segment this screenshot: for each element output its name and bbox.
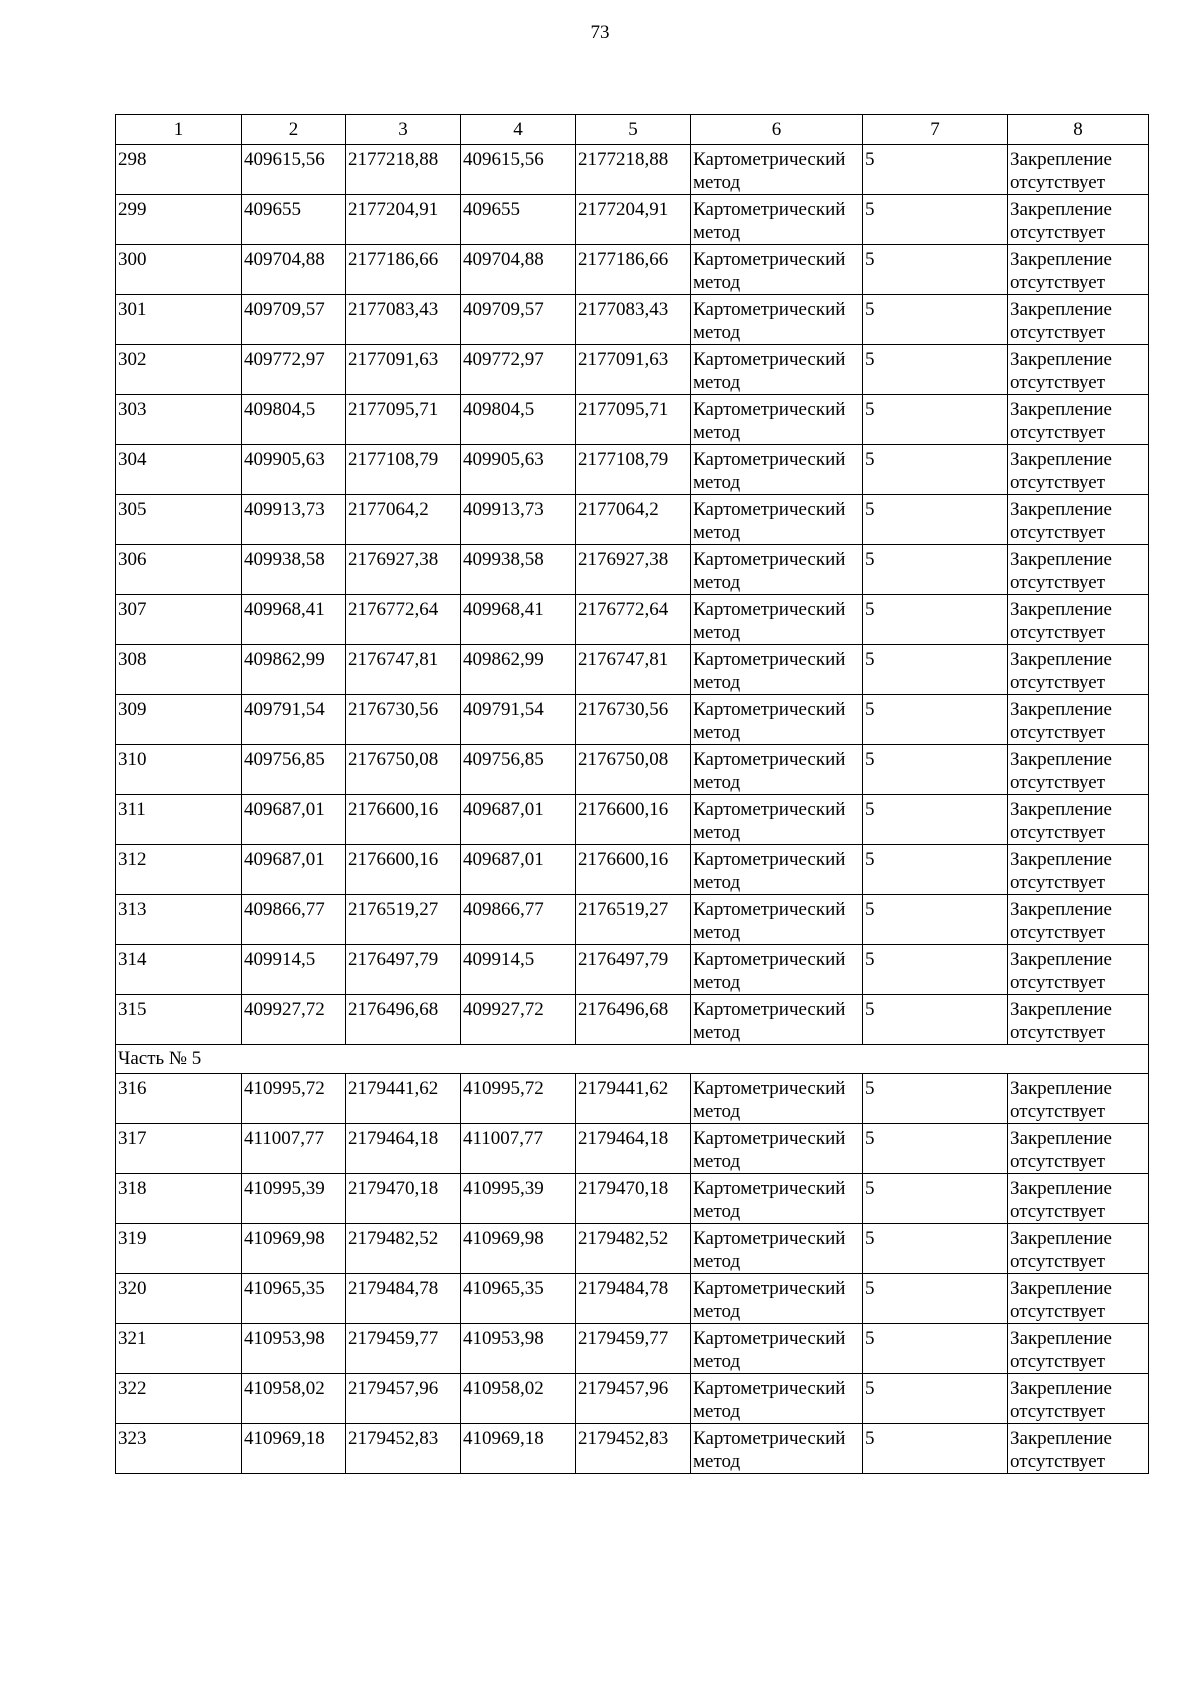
cell-fixation: Закрепление отсутствует (1008, 195, 1149, 245)
cell-x-existing: 410958,02 (242, 1374, 346, 1424)
cell-accuracy: 5 (863, 1124, 1008, 1174)
cell-y-existing: 2179441,62 (346, 1074, 461, 1124)
cell-x-specified: 410995,72 (461, 1074, 576, 1124)
cell-y-existing: 2176730,56 (346, 695, 461, 745)
cell-y-existing: 2176927,38 (346, 545, 461, 595)
cell-y-existing: 2177095,71 (346, 395, 461, 445)
cell-x-existing: 409704,88 (242, 245, 346, 295)
cell-accuracy: 5 (863, 145, 1008, 195)
cell-method: Картометрический метод (691, 1374, 863, 1424)
table-row (116, 445, 1149, 495)
table-row (116, 645, 1149, 695)
cell-fixation: Закрепление отсутствует (1008, 1174, 1149, 1224)
column-header: 4 (461, 115, 576, 145)
cell-method: Картометрический метод (691, 945, 863, 995)
cell-x-specified: 410969,18 (461, 1424, 576, 1474)
cell-x-existing: 409938,58 (242, 545, 346, 595)
cell-y-specified: 2179459,77 (576, 1324, 691, 1374)
cell-accuracy: 5 (863, 1324, 1008, 1374)
cell-fixation: Закрепление отсутствует (1008, 1324, 1149, 1374)
cell-method: Картометрический метод (691, 495, 863, 545)
cell-fixation: Закрепление отсутствует (1008, 245, 1149, 295)
cell-y-specified: 2179484,78 (576, 1274, 691, 1324)
cell-fixation: Закрепление отсутствует (1008, 345, 1149, 395)
cell-y-specified: 2177064,2 (576, 495, 691, 545)
cell-x-specified: 409866,77 (461, 895, 576, 945)
table-header-row (116, 115, 1149, 145)
table-row (116, 1124, 1149, 1174)
cell-y-specified: 2177218,88 (576, 145, 691, 195)
cell-fixation: Закрепление отсутствует (1008, 895, 1149, 945)
cell-y-existing: 2176519,27 (346, 895, 461, 945)
cell-point-number: 310 (116, 745, 242, 795)
cell-point-number: 309 (116, 695, 242, 745)
cell-y-specified: 2176600,16 (576, 795, 691, 845)
cell-point-number: 315 (116, 995, 242, 1045)
cell-accuracy: 5 (863, 1374, 1008, 1424)
cell-point-number: 298 (116, 145, 242, 195)
cell-fixation: Закрепление отсутствует (1008, 1374, 1149, 1424)
table-row (116, 495, 1149, 545)
cell-accuracy: 5 (863, 1074, 1008, 1124)
cell-fixation: Закрепление отсутствует (1008, 745, 1149, 795)
cell-fixation: Закрепление отсутствует (1008, 695, 1149, 745)
cell-point-number: 303 (116, 395, 242, 445)
cell-point-number: 312 (116, 845, 242, 895)
cell-y-specified: 2176747,81 (576, 645, 691, 695)
cell-method: Картометрический метод (691, 1174, 863, 1224)
cell-method: Картометрический метод (691, 1324, 863, 1374)
cell-y-existing: 2177091,63 (346, 345, 461, 395)
cell-method: Картометрический метод (691, 245, 863, 295)
cell-accuracy: 5 (863, 495, 1008, 545)
table-row (116, 545, 1149, 595)
cell-x-existing: 409968,41 (242, 595, 346, 645)
cell-accuracy: 5 (863, 1274, 1008, 1324)
cell-y-specified: 2179441,62 (576, 1074, 691, 1124)
section-divider (116, 1045, 1149, 1074)
cell-y-specified: 2179452,83 (576, 1424, 691, 1474)
cell-x-existing: 409862,99 (242, 645, 346, 695)
table-row (116, 145, 1149, 195)
cell-x-existing: 409914,5 (242, 945, 346, 995)
cell-y-specified: 2177108,79 (576, 445, 691, 495)
cell-accuracy: 5 (863, 1424, 1008, 1474)
cell-x-existing: 410965,35 (242, 1274, 346, 1324)
cell-x-existing: 410995,72 (242, 1074, 346, 1124)
cell-x-specified: 409687,01 (461, 845, 576, 895)
cell-method: Картометрический метод (691, 595, 863, 645)
cell-accuracy: 5 (863, 995, 1008, 1045)
cell-x-existing: 409709,57 (242, 295, 346, 345)
cell-point-number: 302 (116, 345, 242, 395)
cell-method: Картометрический метод (691, 295, 863, 345)
cell-y-specified: 2176730,56 (576, 695, 691, 745)
cell-accuracy: 5 (863, 445, 1008, 495)
cell-fixation: Закрепление отсутствует (1008, 145, 1149, 195)
cell-fixation: Закрепление отсутствует (1008, 295, 1149, 345)
cell-fixation: Закрепление отсутствует (1008, 945, 1149, 995)
cell-point-number: 307 (116, 595, 242, 645)
cell-y-existing: 2176496,68 (346, 995, 461, 1045)
cell-fixation: Закрепление отсутствует (1008, 1124, 1149, 1174)
table-row (116, 1224, 1149, 1274)
cell-x-specified: 409704,88 (461, 245, 576, 295)
cell-y-specified: 2176497,79 (576, 945, 691, 995)
cell-fixation: Закрепление отсутствует (1008, 795, 1149, 845)
cell-x-specified: 410969,98 (461, 1224, 576, 1274)
cell-x-existing: 409655 (242, 195, 346, 245)
cell-y-existing: 2179464,18 (346, 1124, 461, 1174)
table-row (116, 1174, 1149, 1224)
cell-method: Картометрический метод (691, 695, 863, 745)
column-header: 3 (346, 115, 461, 145)
cell-y-existing: 2179452,83 (346, 1424, 461, 1474)
table-row (116, 1274, 1149, 1324)
table-row (116, 745, 1149, 795)
column-header: 2 (242, 115, 346, 145)
cell-method: Картометрический метод (691, 645, 863, 695)
cell-accuracy: 5 (863, 795, 1008, 845)
cell-point-number: 314 (116, 945, 242, 995)
cell-y-existing: 2177108,79 (346, 445, 461, 495)
cell-y-existing: 2179484,78 (346, 1274, 461, 1324)
cell-y-specified: 2176600,16 (576, 845, 691, 895)
table-row (116, 795, 1149, 845)
cell-x-specified: 409804,5 (461, 395, 576, 445)
cell-accuracy: 5 (863, 645, 1008, 695)
cell-fixation: Закрепление отсутствует (1008, 995, 1149, 1045)
table-row (116, 945, 1149, 995)
cell-y-specified: 2179470,18 (576, 1174, 691, 1224)
cell-fixation: Закрепление отсутствует (1008, 1274, 1149, 1324)
cell-x-existing: 409756,85 (242, 745, 346, 795)
cell-y-existing: 2179459,77 (346, 1324, 461, 1374)
table-row (116, 695, 1149, 745)
cell-fixation: Закрепление отсутствует (1008, 595, 1149, 645)
cell-accuracy: 5 (863, 895, 1008, 945)
cell-x-specified: 409791,54 (461, 695, 576, 745)
cell-fixation: Закрепление отсутствует (1008, 445, 1149, 495)
table-row (116, 345, 1149, 395)
cell-fixation: Закрепление отсутствует (1008, 1074, 1149, 1124)
cell-x-existing: 410953,98 (242, 1324, 346, 1374)
cell-y-specified: 2176750,08 (576, 745, 691, 795)
cell-point-number: 308 (116, 645, 242, 695)
cell-y-existing: 2176747,81 (346, 645, 461, 695)
cell-y-existing: 2177218,88 (346, 145, 461, 195)
cell-point-number: 323 (116, 1424, 242, 1474)
cell-y-existing: 2176772,64 (346, 595, 461, 645)
table-row (116, 395, 1149, 445)
cell-x-existing: 409866,77 (242, 895, 346, 945)
cell-x-existing: 409687,01 (242, 845, 346, 895)
cell-x-specified: 410958,02 (461, 1374, 576, 1424)
cell-y-existing: 2176750,08 (346, 745, 461, 795)
cell-method: Картометрический метод (691, 995, 863, 1045)
cell-x-specified: 410953,98 (461, 1324, 576, 1374)
cell-method: Картометрический метод (691, 445, 863, 495)
cell-point-number: 319 (116, 1224, 242, 1274)
cell-y-existing: 2177083,43 (346, 295, 461, 345)
cell-fixation: Закрепление отсутствует (1008, 545, 1149, 595)
cell-x-specified: 410995,39 (461, 1174, 576, 1224)
cell-method: Картометрический метод (691, 745, 863, 795)
cell-accuracy: 5 (863, 345, 1008, 395)
table-body-part-b (116, 1074, 1149, 1474)
cell-y-specified: 2177095,71 (576, 395, 691, 445)
cell-method: Картометрический метод (691, 1124, 863, 1174)
cell-x-existing: 409772,97 (242, 345, 346, 395)
cell-method: Картометрический метод (691, 1074, 863, 1124)
cell-x-specified: 409927,72 (461, 995, 576, 1045)
cell-x-existing: 411007,77 (242, 1124, 346, 1174)
cell-point-number: 320 (116, 1274, 242, 1324)
cell-y-specified: 2176519,27 (576, 895, 691, 945)
column-header: 7 (863, 115, 1008, 145)
cell-accuracy: 5 (863, 845, 1008, 895)
cell-accuracy: 5 (863, 195, 1008, 245)
cell-x-specified: 409615,56 (461, 145, 576, 195)
cell-y-specified: 2177083,43 (576, 295, 691, 345)
column-header: 1 (116, 115, 242, 145)
page-number: 73 (590, 22, 610, 43)
cell-y-existing: 2176600,16 (346, 795, 461, 845)
table-row (116, 1424, 1149, 1474)
cell-x-specified: 409913,73 (461, 495, 576, 545)
cell-accuracy: 5 (863, 1224, 1008, 1274)
cell-x-existing: 410969,98 (242, 1224, 346, 1274)
cell-y-specified: 2177204,91 (576, 195, 691, 245)
cell-point-number: 299 (116, 195, 242, 245)
cell-x-existing: 409905,63 (242, 445, 346, 495)
cell-method: Картометрический метод (691, 895, 863, 945)
cell-y-existing: 2179457,96 (346, 1374, 461, 1424)
table-row (116, 1324, 1149, 1374)
column-header: 5 (576, 115, 691, 145)
cell-x-specified: 409938,58 (461, 545, 576, 595)
table-row (116, 195, 1149, 245)
cell-point-number: 321 (116, 1324, 242, 1374)
cell-fixation: Закрепление отсутствует (1008, 495, 1149, 545)
cell-x-specified: 409905,63 (461, 445, 576, 495)
cell-x-specified: 409968,41 (461, 595, 576, 645)
cell-y-specified: 2176772,64 (576, 595, 691, 645)
cell-x-existing: 409687,01 (242, 795, 346, 845)
cell-fixation: Закрепление отсутствует (1008, 645, 1149, 695)
cell-method: Картометрический метод (691, 395, 863, 445)
cell-fixation: Закрепление отсутствует (1008, 1424, 1149, 1474)
cell-y-existing: 2177064,2 (346, 495, 461, 545)
cell-method: Картометрический метод (691, 845, 863, 895)
cell-point-number: 306 (116, 545, 242, 595)
cell-y-existing: 2177186,66 (346, 245, 461, 295)
cell-method: Картометрический метод (691, 145, 863, 195)
cell-y-specified: 2177091,63 (576, 345, 691, 395)
cell-fixation: Закрепление отсутствует (1008, 395, 1149, 445)
cell-accuracy: 5 (863, 695, 1008, 745)
cell-method: Картометрический метод (691, 1274, 863, 1324)
cell-x-specified: 409772,97 (461, 345, 576, 395)
cell-point-number: 313 (116, 895, 242, 945)
cell-point-number: 301 (116, 295, 242, 345)
cell-y-existing: 2176497,79 (346, 945, 461, 995)
cell-x-existing: 410995,39 (242, 1174, 346, 1224)
cell-y-existing: 2179470,18 (346, 1174, 461, 1224)
cell-accuracy: 5 (863, 295, 1008, 345)
table-row (116, 1074, 1149, 1124)
table-row (116, 895, 1149, 945)
table-body-part-a (116, 145, 1149, 1045)
cell-x-existing: 409913,73 (242, 495, 346, 545)
cell-fixation: Закрепление отсутствует (1008, 845, 1149, 895)
cell-y-specified: 2179457,96 (576, 1374, 691, 1424)
cell-point-number: 322 (116, 1374, 242, 1424)
cell-x-existing: 410969,18 (242, 1424, 346, 1474)
section-row (116, 1045, 1149, 1074)
cell-x-existing: 409927,72 (242, 995, 346, 1045)
cell-point-number: 304 (116, 445, 242, 495)
cell-y-existing: 2177204,91 (346, 195, 461, 245)
cell-y-specified: 2179482,52 (576, 1224, 691, 1274)
cell-point-number: 300 (116, 245, 242, 295)
cell-x-existing: 409791,54 (242, 695, 346, 745)
cell-method: Картометрический метод (691, 795, 863, 845)
cell-accuracy: 5 (863, 545, 1008, 595)
table-row (116, 845, 1149, 895)
cell-accuracy: 5 (863, 745, 1008, 795)
cell-x-specified: 409862,99 (461, 645, 576, 695)
cell-point-number: 317 (116, 1124, 242, 1174)
cell-accuracy: 5 (863, 245, 1008, 295)
cell-point-number: 305 (116, 495, 242, 545)
cell-y-specified: 2176496,68 (576, 995, 691, 1045)
cell-x-specified: 409914,5 (461, 945, 576, 995)
cell-method: Картометрический метод (691, 345, 863, 395)
cell-accuracy: 5 (863, 595, 1008, 645)
table-row (116, 245, 1149, 295)
cell-point-number: 316 (116, 1074, 242, 1124)
cell-y-specified: 2177186,66 (576, 245, 691, 295)
table-row (116, 1374, 1149, 1424)
section-label: Часть № 5 (116, 1045, 1149, 1074)
cell-method: Картометрический метод (691, 195, 863, 245)
table-row (116, 595, 1149, 645)
cell-point-number: 311 (116, 795, 242, 845)
table-row (116, 995, 1149, 1045)
cell-x-existing: 409615,56 (242, 145, 346, 195)
cell-x-specified: 409756,85 (461, 745, 576, 795)
cell-fixation: Закрепление отсутствует (1008, 1224, 1149, 1274)
cell-method: Картометрический метод (691, 545, 863, 595)
cell-accuracy: 5 (863, 945, 1008, 995)
column-header: 6 (691, 115, 863, 145)
cell-method: Картометрический метод (691, 1224, 863, 1274)
cell-y-specified: 2179464,18 (576, 1124, 691, 1174)
cell-x-specified: 409687,01 (461, 795, 576, 845)
cell-x-existing: 409804,5 (242, 395, 346, 445)
cell-y-specified: 2176927,38 (576, 545, 691, 595)
column-header: 8 (1008, 115, 1149, 145)
cell-method: Картометрический метод (691, 1424, 863, 1474)
cell-x-specified: 410965,35 (461, 1274, 576, 1324)
cell-x-specified: 409709,57 (461, 295, 576, 345)
cell-x-specified: 411007,77 (461, 1124, 576, 1174)
cell-point-number: 318 (116, 1174, 242, 1224)
cell-y-existing: 2179482,52 (346, 1224, 461, 1274)
coordinates-table (115, 114, 1149, 1474)
cell-x-specified: 409655 (461, 195, 576, 245)
cell-accuracy: 5 (863, 395, 1008, 445)
cell-y-existing: 2176600,16 (346, 845, 461, 895)
table-row (116, 295, 1149, 345)
cell-accuracy: 5 (863, 1174, 1008, 1224)
